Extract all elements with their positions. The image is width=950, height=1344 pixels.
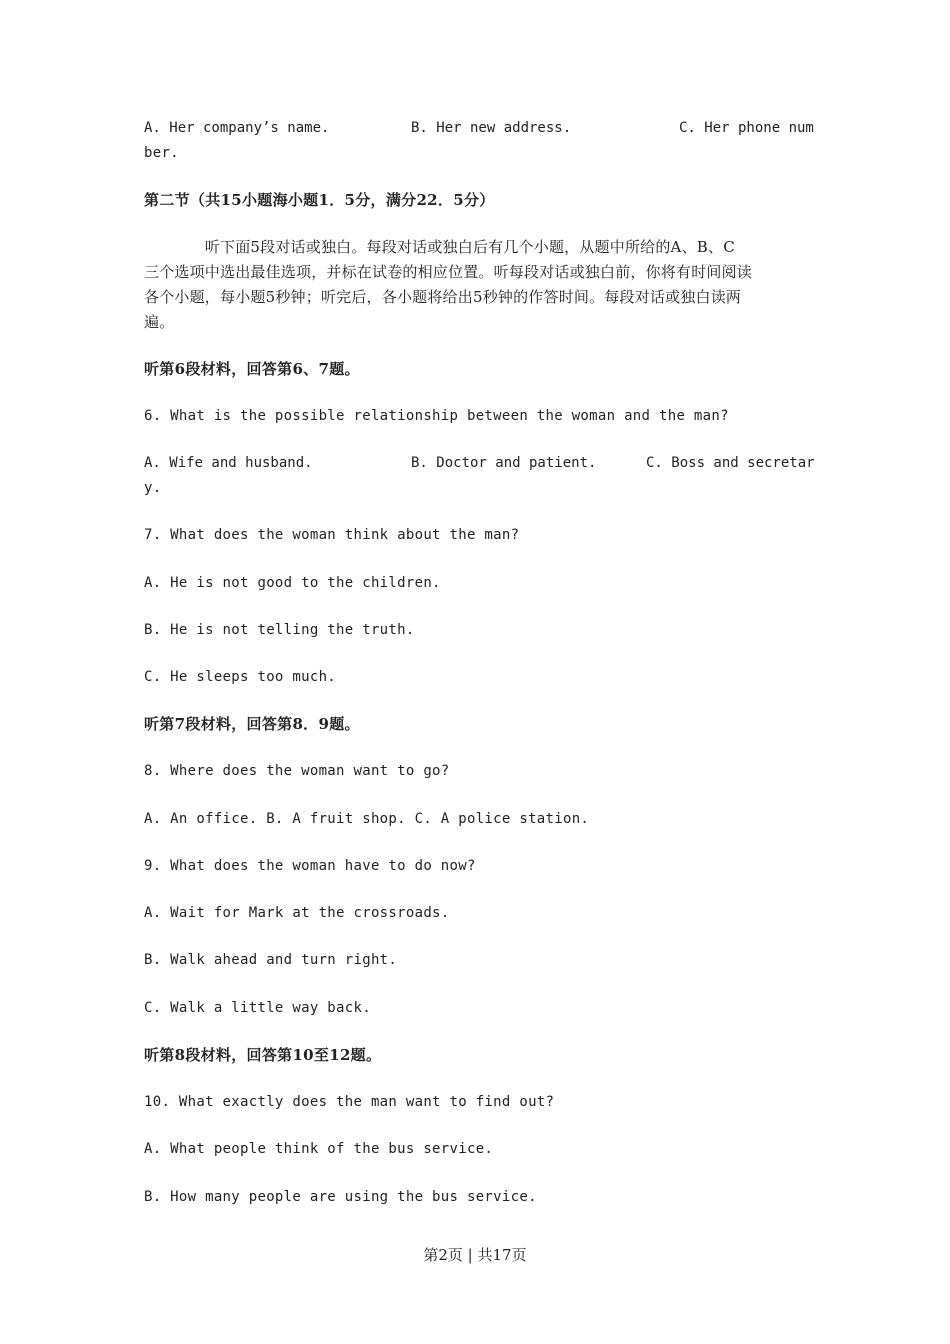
q9-question: 9. What does the woman have to do now? [144, 858, 476, 874]
q6-option-c-continued: y. [144, 480, 162, 496]
section2-heading: 第二节（共15小题海小题1．5分，满分22．5分） [144, 191, 495, 209]
section2-instructions-line-3: 各个小题，每小题5秒钟；听完后，各小题将给出5秒钟的作答时间。每段对话或独白读两 [144, 288, 742, 306]
part6-heading: 听第6段材料，回答第6、7题。 [144, 360, 360, 378]
q10-option-b: B. How many people are using the bus service. [144, 1189, 537, 1205]
q5-option-b: B. Her new address. [411, 120, 572, 136]
q6-option-b: B. Doctor and patient. [411, 455, 597, 471]
q5-options-row [144, 116, 814, 141]
q7-question: 7. What does the woman think about the man? [144, 527, 520, 543]
q10-question: 10. What exactly does the man want to find out? [144, 1094, 555, 1110]
q5-option-a: A. Her company’s name. [144, 120, 330, 136]
q9-option-b: B. Walk ahead and turn right. [144, 952, 398, 968]
section2-instructions-line-4: 遍。 [144, 313, 175, 331]
q7-option-a: A. He is not good to the children. [144, 575, 441, 591]
q6-option-a: A. Wife and husband. [144, 455, 313, 471]
q9-option-a: A. Wait for Mark at the crossroads. [144, 905, 450, 921]
q7-option-c: C. He sleeps too much. [144, 669, 337, 685]
q6-options-row [144, 451, 815, 476]
q8-question: 8. Where does the woman want to go? [144, 763, 450, 779]
q10-option-a: A. What people think of the bus service. [144, 1141, 494, 1157]
q5-option-c-continued: ber. [144, 145, 179, 161]
part8-heading: 听第8段材料，回答第10至12题。 [144, 1046, 382, 1064]
q5-option-c: C. Her phone num [679, 120, 814, 136]
part7-heading: 听第7段材料，回答第8．9题。 [144, 715, 360, 733]
section2-instructions-line-2: 三个选项中选出最佳选项，并标在试卷的相应位置。听每段对话或独白前，你将有时间阅读 [144, 263, 753, 281]
q6-question: 6. What is the possible relationship between the woman and the man? [144, 408, 729, 424]
q8-options: A. An office. B. A fruit shop. C. A police station. [144, 811, 590, 827]
q7-option-b: B. He is not telling the truth. [144, 622, 415, 638]
page-footer: 第2页 | 共17页 [423, 1246, 527, 1264]
section2-instructions-line-1: 听下面5段对话或独白。每段对话或独白后有几个小题，从题中所给的A、B、C [144, 238, 735, 256]
q9-option-c: C. Walk a little way back. [144, 1000, 371, 1016]
q6-option-c: C. Boss and secretar [646, 455, 815, 471]
